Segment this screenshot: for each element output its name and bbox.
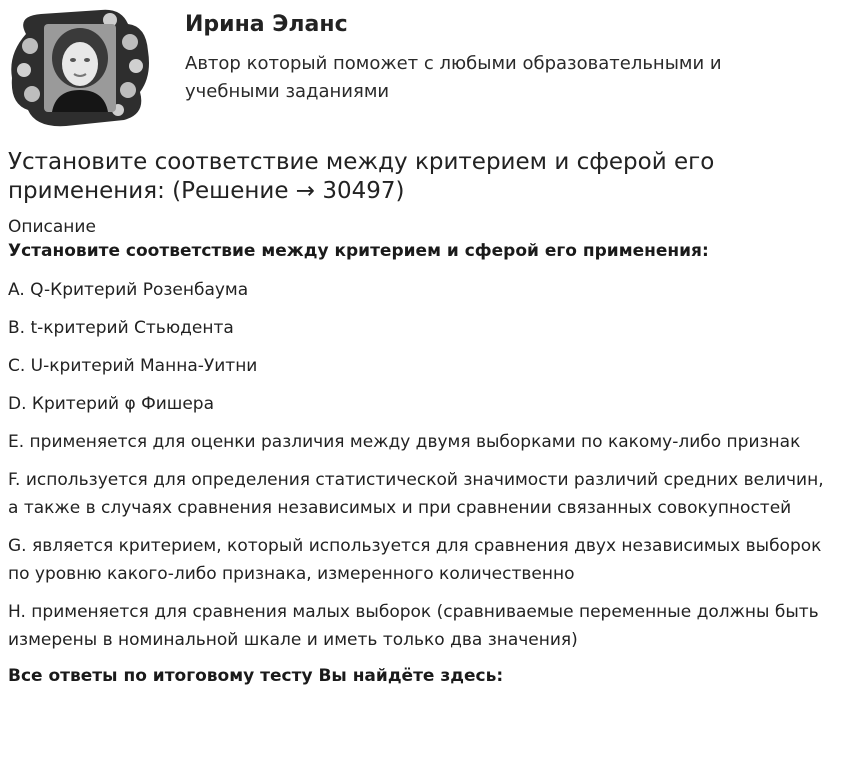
author-avatar [6, 6, 152, 128]
author-description: Автор который поможет с любыми образовательными и учебными заданиями [185, 53, 722, 102]
page-title: Установите соответствие между критерием и сферой его применения: (Решение → 30497) [8, 149, 715, 204]
task-lead: Установите соответствие между критерием и сферой его применения: [8, 241, 709, 261]
option-e: E. применяется для оценки различия между двумя выборками по какому-либо признак [8, 432, 801, 452]
option-h: H. применяется для сравнения малых выборок (сравниваемые переменные должны быть измерены в номинальной шкале и иметь только два значения) [8, 602, 819, 650]
task-content [8, 148, 838, 688]
option-d: D. Критерий φ Фишера [8, 394, 214, 414]
option-c: C. U-критерий Манна-Уитни [8, 356, 258, 376]
author-header [0, 0, 847, 135]
option-f: F. используется для определения статистической значимости различий средних величин, а также в случаях сравнения независимых и при сравнении связанных совокупностей [8, 470, 824, 518]
author-name: Ирина Эланс [185, 12, 348, 37]
option-b: B. t-критерий Стьюдента [8, 318, 234, 338]
answers-link-text: Все ответы по итоговому тесту Вы найдёте здесь: [8, 666, 504, 686]
option-g: G. является критерием, который используется для сравнения двух независимых выборок по уровню какого-либо признака, измеренного количественно [8, 536, 822, 584]
section-label: Описание [8, 217, 96, 237]
option-a: A. Q-Критерий Розенбаума [8, 280, 249, 300]
